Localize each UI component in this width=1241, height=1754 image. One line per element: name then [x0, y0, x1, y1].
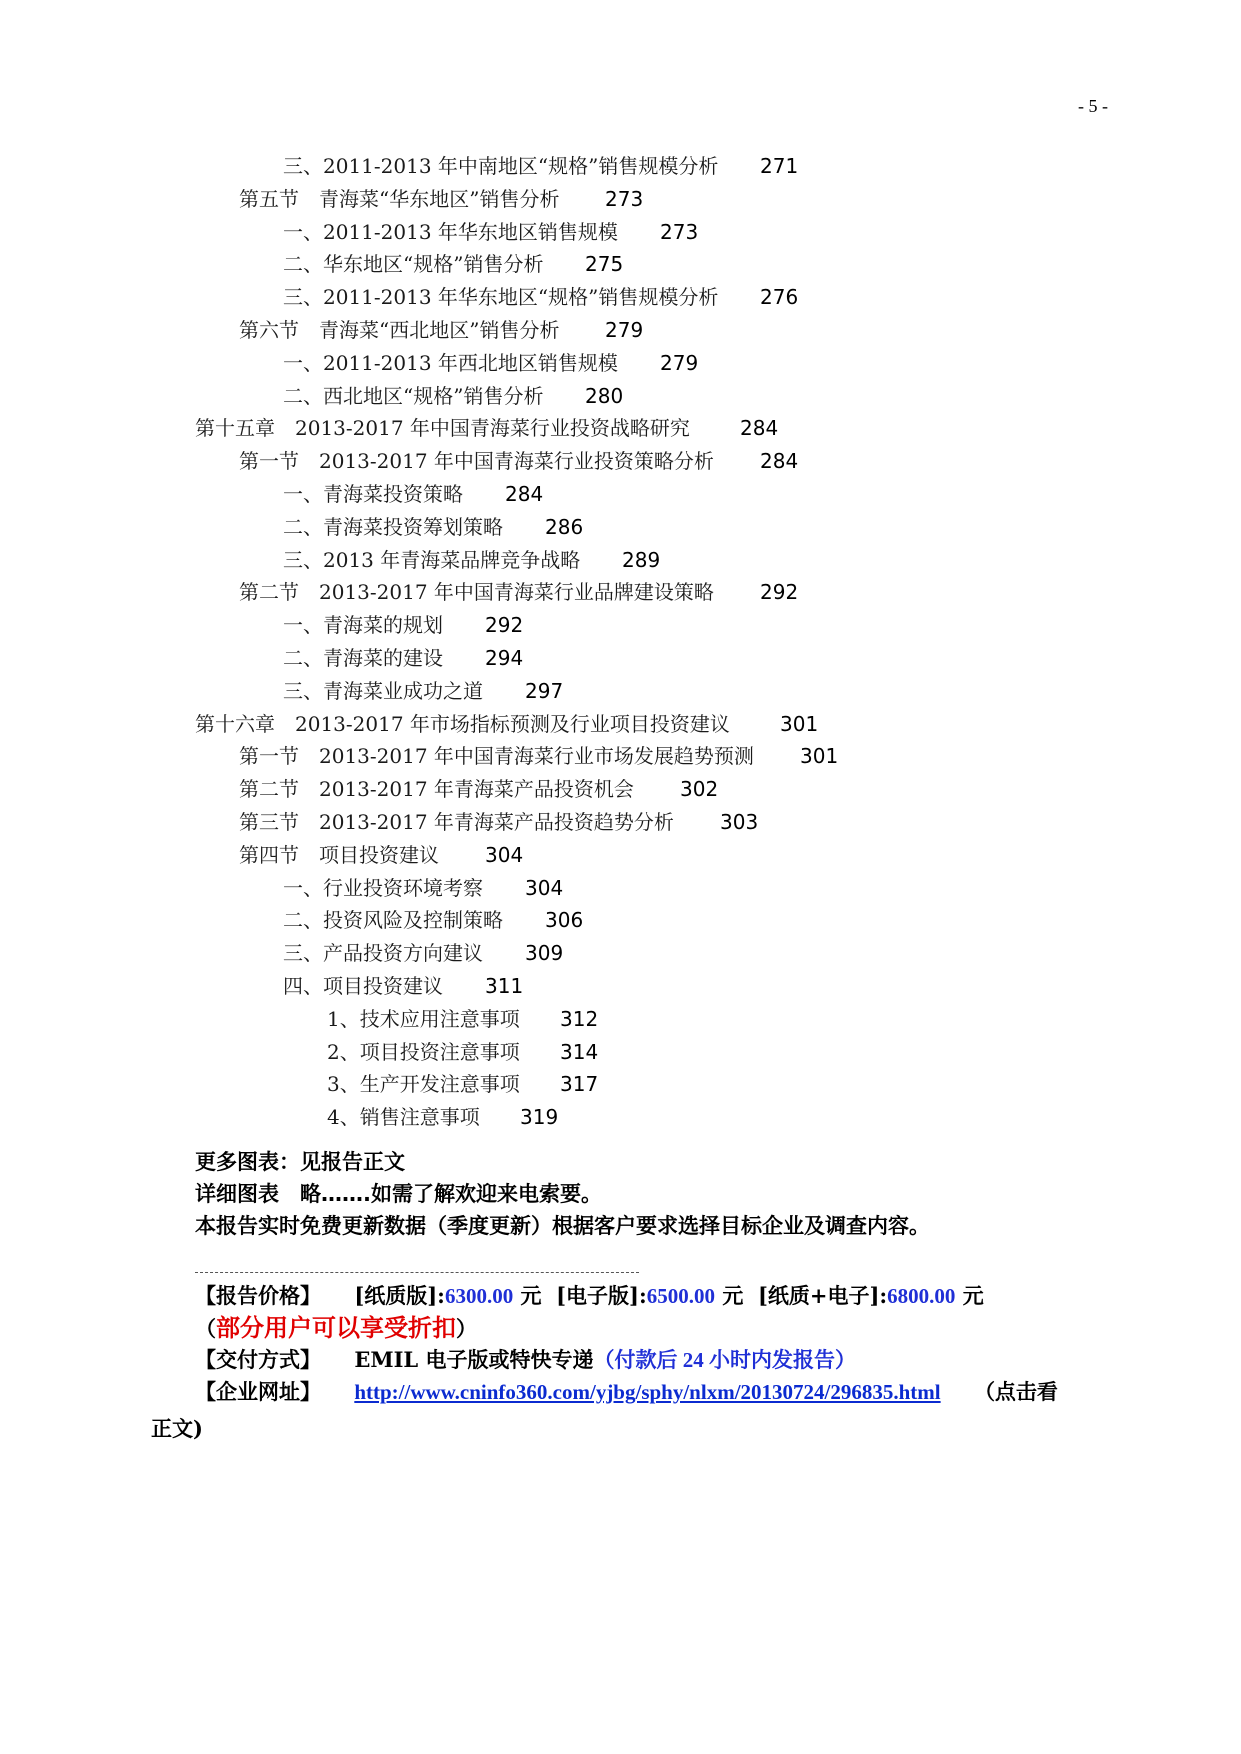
toc-entry — [239, 183, 644, 215]
toc-entry-page: 301 — [780, 712, 819, 736]
ebook-unit: 元 — [722, 1283, 744, 1308]
toc-entry-page: 276 — [760, 285, 799, 309]
toc-entry-label: 三、产品投资方向建议 — [283, 941, 483, 965]
toc-entry-page: 314 — [560, 1040, 599, 1064]
discount-text: 部分用户可以享受折扣 — [216, 1313, 456, 1342]
toc-entry-page: 279 — [605, 318, 644, 342]
update-note: 本报告实时免费更新数据（季度更新）根据客户要求选择目标企业及调查内容。 — [195, 1214, 930, 1238]
toc-entry — [195, 708, 819, 740]
toc-entry-label: 第十五章 2013-2017 年中国青海菜行业投资战略研究 — [195, 416, 690, 440]
website-link[interactable]: http://www.cninfo360.com/yjbg/sphy/nlxm/20130724/296835.html — [354, 1380, 941, 1404]
both-price: 6800.00 — [887, 1284, 956, 1308]
discount-open: （ — [195, 1316, 216, 1341]
toc-entry — [283, 872, 564, 904]
paper-label: [纸质版]: — [354, 1283, 445, 1308]
toc-entry-label: 一、行业投资环境考察 — [283, 876, 483, 900]
toc-entry — [327, 1101, 559, 1133]
price-row — [195, 1280, 1058, 1312]
toc-entry — [283, 904, 584, 936]
toc-entry-page: 289 — [622, 548, 661, 572]
toc-entry-page: 303 — [720, 810, 759, 834]
toc-entry-page: 319 — [520, 1105, 559, 1129]
toc-entry — [283, 609, 524, 641]
toc-entry-page: 317 — [560, 1072, 599, 1096]
toc-entry — [283, 380, 624, 412]
toc-entry — [283, 216, 699, 248]
ebook-price: 6500.00 — [646, 1284, 715, 1308]
ebook-label: [电子版]: — [556, 1283, 647, 1308]
toc-entry-page: 273 — [605, 187, 644, 211]
toc-entry-page: 309 — [525, 941, 564, 965]
toc-entry-label: 三、2013 年青海菜品牌竞争战略 — [283, 548, 581, 572]
toc-entry-label: 一、2011-2013 年西北地区销售规模 — [283, 351, 618, 375]
toc-entry-label: 第十六章 2013-2017 年市场指标预测及行业项目投资建议 — [195, 712, 730, 736]
toc-entry-label: 二、青海菜的建设 — [283, 646, 443, 670]
website-row — [195, 1376, 1058, 1408]
paper-unit: 元 — [520, 1283, 542, 1308]
toc-entry-page: 306 — [545, 908, 584, 932]
delivery-label: 【交付方式】 — [195, 1347, 321, 1372]
toc-entry — [239, 314, 644, 346]
price-label: 【报告价格】 — [195, 1283, 321, 1308]
toc-entry — [239, 445, 799, 477]
toc-entry-label: 第六节 青海菜“西北地区”销售分析 — [239, 318, 560, 342]
toc-entry-page: 271 — [760, 154, 799, 178]
toc-entry — [283, 642, 524, 674]
toc-entry-label: 四、项目投资建议 — [283, 974, 443, 998]
delivery-row — [195, 1344, 1058, 1376]
toc-entry-label: 第二节 2013-2017 年青海菜产品投资机会 — [239, 777, 634, 801]
toc-entry-page: 284 — [760, 449, 799, 473]
toc-entry — [327, 1036, 599, 1068]
discount-close: ） — [456, 1316, 477, 1341]
toc-entry-label: 三、2011-2013 年华东地区“规格”销售规模分析 — [283, 285, 719, 309]
toc-entry-page: 275 — [585, 252, 624, 276]
toc-entry — [239, 740, 839, 772]
toc-entry — [283, 544, 661, 576]
website-suffix-wrap: 正文) — [151, 1416, 203, 1441]
toc-entry-label: 3、生产开发注意事项 — [327, 1072, 520, 1096]
toc-entry-label: 第一节 2013-2017 年中国青海菜行业市场发展趋势预测 — [239, 744, 754, 768]
toc-entry-label: 一、青海菜投资策略 — [283, 482, 463, 506]
detail-charts-note: 详细图表 略…….如需了解欢迎来电索要。 — [195, 1182, 602, 1206]
notes-block — [195, 1146, 930, 1242]
delivery-value: EMIL 电子版或特快专递 — [354, 1347, 594, 1372]
order-info — [195, 1280, 1058, 1408]
divider — [195, 1272, 639, 1273]
toc-entry-page: 302 — [680, 777, 719, 801]
toc-entry — [283, 970, 524, 1002]
toc-entry — [283, 281, 799, 313]
toc-entry-label: 第一节 2013-2017 年中国青海菜行业投资策略分析 — [239, 449, 714, 473]
toc-entry-page: 280 — [585, 384, 624, 408]
discount-row — [195, 1312, 1058, 1344]
toc-entry-page: 304 — [525, 876, 564, 900]
toc-entry — [239, 773, 719, 805]
toc-entry-page: 273 — [660, 220, 699, 244]
toc-entry — [327, 1003, 599, 1035]
toc-entry — [283, 150, 799, 182]
toc-entry-label: 4、销售注意事项 — [327, 1105, 480, 1129]
website-suffix: （点击看 — [973, 1379, 1058, 1404]
toc-entry-label: 第三节 2013-2017 年青海菜产品投资趋势分析 — [239, 810, 674, 834]
toc-entry — [283, 347, 699, 379]
page-number: - 5 - — [1078, 96, 1108, 116]
toc-entry — [283, 937, 564, 969]
toc-entry-label: 第二节 2013-2017 年中国青海菜行业品牌建设策略 — [239, 580, 714, 604]
toc-entry-page: 284 — [505, 482, 544, 506]
toc-entry-label: 三、青海菜业成功之道 — [283, 679, 483, 703]
toc-entry-label: 第五节 青海菜“华东地区”销售分析 — [239, 187, 560, 211]
toc-entry-page: 301 — [800, 744, 839, 768]
toc-entry-page: 279 — [660, 351, 699, 375]
toc-entry — [239, 576, 799, 608]
toc-entry-page: 311 — [485, 974, 524, 998]
toc-entry-label: 二、投资风险及控制策略 — [283, 908, 503, 932]
toc-entry-page: 312 — [560, 1007, 599, 1031]
toc-entry-page: 304 — [485, 843, 524, 867]
toc-entry — [327, 1068, 599, 1100]
paper-price: 6300.00 — [444, 1284, 514, 1308]
delivery-note: （付款后 24 小时内发报告） — [593, 1348, 856, 1372]
toc-entry-label: 二、华东地区“规格”销售分析 — [283, 252, 544, 276]
more-charts-note: 更多图表：见报告正文 — [195, 1150, 405, 1174]
toc-entry-label: 三、2011-2013 年中南地区“规格”销售规模分析 — [283, 154, 719, 178]
toc-entry — [283, 248, 624, 280]
toc-entry — [283, 675, 564, 707]
toc-entry — [283, 478, 544, 510]
toc-entry-page: 292 — [760, 580, 799, 604]
toc-entry-page: 297 — [525, 679, 564, 703]
toc-entry-page: 294 — [485, 646, 524, 670]
toc-entry-label: 二、西北地区“规格”销售分析 — [283, 384, 544, 408]
toc-entry — [239, 806, 759, 838]
toc-entry-label: 二、青海菜投资筹划策略 — [283, 515, 503, 539]
both-unit: 元 — [962, 1283, 984, 1308]
toc-entry-label: 一、青海菜的规划 — [283, 613, 443, 637]
toc-entry — [283, 511, 584, 543]
toc-entry-page: 292 — [485, 613, 524, 637]
toc-entry-label: 1、技术应用注意事项 — [327, 1007, 520, 1031]
toc-entry-label: 第四节 项目投资建议 — [239, 843, 439, 867]
toc-entry-label: 一、2011-2013 年华东地区销售规模 — [283, 220, 618, 244]
toc-entry-label: 2、项目投资注意事项 — [327, 1040, 520, 1064]
toc-entry — [239, 839, 524, 871]
website-label: 【企业网址】 — [195, 1379, 321, 1404]
toc-entry — [195, 412, 779, 444]
toc-entry-page: 284 — [740, 416, 779, 440]
toc-entry-page: 286 — [545, 515, 584, 539]
both-label: [纸质+电子]: — [757, 1283, 888, 1308]
